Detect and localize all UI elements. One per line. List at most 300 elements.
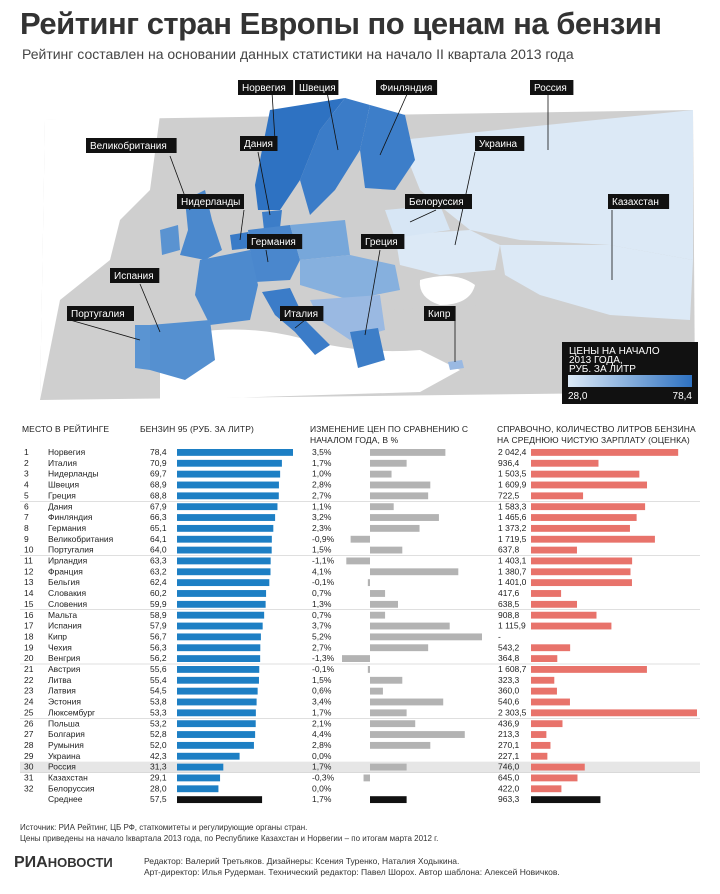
table-row xyxy=(24,480,647,490)
liters-value: 360,0 xyxy=(498,685,520,696)
price-value: 65,1 xyxy=(150,522,167,533)
price-value: 64,1 xyxy=(150,533,167,544)
rank-label: 31 xyxy=(24,772,34,783)
rank-label: 10 xyxy=(24,544,34,555)
change-value: -1,1% xyxy=(312,555,335,566)
table-row xyxy=(24,512,637,522)
rank-label: 15 xyxy=(24,598,34,609)
column-header-liters: СПРАВОЧНО, КОЛИЧЕСТВО ЛИТРОВ БЕНЗИНА НА СРЕДНЮЮ ЧИСТУЮ ЗАРПЛАТУ (ОЦЕНКА) xyxy=(497,424,696,445)
liters-value: 2 042,4 xyxy=(498,447,527,457)
liters-bar xyxy=(531,579,632,586)
price-value: 63,3 xyxy=(150,555,167,566)
map-label: Казахстан xyxy=(612,197,659,208)
liters-value: 1 609,9 xyxy=(498,479,527,490)
change-bar xyxy=(370,764,407,771)
price-bar xyxy=(177,612,264,619)
table-row xyxy=(24,642,570,652)
rank-label: 29 xyxy=(24,750,34,761)
table-row xyxy=(24,458,598,468)
change-bar xyxy=(370,699,443,706)
price-value: 29,1 xyxy=(150,772,167,783)
map-label: Швеция xyxy=(299,83,336,94)
table-row xyxy=(24,610,596,620)
footer-note: Цены приведены на начало Iквартала 2013 года, по Республике Казахстан и Норвегии – по итогам марта 2012 г. xyxy=(20,834,439,843)
change-bar xyxy=(370,601,398,608)
country-label: Португалия xyxy=(48,544,94,555)
country-label: Румыния xyxy=(48,739,84,750)
liters-bar xyxy=(531,764,585,771)
price-value: 57,9 xyxy=(150,620,167,631)
price-value: 60,2 xyxy=(150,588,167,599)
change-bar xyxy=(368,666,370,673)
table-row xyxy=(24,566,630,576)
price-bar xyxy=(177,688,258,695)
rank-label: 2 xyxy=(24,457,29,468)
column-header-price: БЕНЗИН 95 (РУБ. ЗА ЛИТР) xyxy=(140,424,254,434)
change-value: 4,4% xyxy=(312,729,332,740)
price-bar xyxy=(177,482,279,489)
price-value: 53,8 xyxy=(150,696,167,707)
change-value: 1,1% xyxy=(312,501,332,512)
change-value: 1,0% xyxy=(312,468,332,479)
price-value: 56,7 xyxy=(150,631,167,642)
change-bar xyxy=(370,449,445,456)
liters-bar xyxy=(531,720,562,727)
price-value: 52,8 xyxy=(150,729,167,740)
country-label: Мальта xyxy=(48,609,78,620)
liters-bar xyxy=(531,503,645,510)
country-label: Словения xyxy=(48,598,88,609)
change-bar xyxy=(342,655,370,662)
price-value: 69,7 xyxy=(150,468,167,479)
change-value: 2,3% xyxy=(312,522,332,533)
change-bar xyxy=(368,579,370,586)
price-value: 57,5 xyxy=(150,794,167,805)
footer-notes xyxy=(20,822,438,844)
change-value: 1,7% xyxy=(312,707,332,718)
liters-bar xyxy=(531,601,577,608)
price-bar xyxy=(177,655,260,662)
liters-bar xyxy=(531,666,647,673)
price-bar xyxy=(177,525,273,532)
liters-bar xyxy=(531,709,697,716)
change-value: 2,1% xyxy=(312,718,332,729)
liters-bar xyxy=(531,753,547,760)
change-bar xyxy=(370,709,407,716)
liters-value: 364,8 xyxy=(498,653,520,664)
liters-bar xyxy=(531,612,596,619)
country-label: Чехия xyxy=(48,642,72,653)
table-row xyxy=(48,794,600,804)
change-bar xyxy=(370,742,430,749)
liters-bar xyxy=(531,644,570,651)
price-bar xyxy=(177,536,272,543)
change-bar xyxy=(370,568,458,575)
table-row xyxy=(24,577,632,587)
price-bar xyxy=(177,547,272,554)
country-label: Россия xyxy=(48,761,76,772)
country-label: Бельгия xyxy=(48,577,80,588)
liters-value: 645,0 xyxy=(498,772,520,783)
highlight-row xyxy=(20,762,700,773)
table-row xyxy=(24,588,561,598)
price-value: 78,4 xyxy=(150,447,167,457)
table-row xyxy=(24,697,570,707)
rank-label: 26 xyxy=(24,718,34,729)
country-label: Нидерланды xyxy=(48,468,99,479)
liters-bar xyxy=(531,558,632,565)
change-value: 0,6% xyxy=(312,685,332,696)
rank-label: 25 xyxy=(24,707,34,718)
change-value: 3,4% xyxy=(312,696,332,707)
price-value: 64,0 xyxy=(150,544,167,555)
liters-value: 2 303,5 xyxy=(498,707,527,718)
change-value: -0,1% xyxy=(312,577,335,588)
country-label: Великобритания xyxy=(48,533,114,544)
credits xyxy=(144,856,560,878)
table-row xyxy=(24,664,647,674)
change-value: 1,5% xyxy=(312,544,332,555)
rank-label: 28 xyxy=(24,739,34,750)
change-value: 0,0% xyxy=(312,783,332,794)
change-value: 0,7% xyxy=(312,609,332,620)
price-bar xyxy=(177,677,259,684)
price-value: 68,8 xyxy=(150,490,167,501)
liters-value: 227,1 xyxy=(498,750,520,761)
change-bar xyxy=(370,796,407,803)
change-bar xyxy=(370,590,385,597)
change-bar xyxy=(370,677,402,684)
change-value: 3,7% xyxy=(312,620,332,631)
table-row xyxy=(24,686,557,696)
map-label: Дания xyxy=(244,139,273,150)
table-row xyxy=(24,501,645,511)
table-row xyxy=(24,718,562,728)
liters-value: 1 115,9 xyxy=(498,620,526,631)
rank-label: 12 xyxy=(24,566,34,577)
map-label: Украина xyxy=(479,139,518,150)
rank-label: 6 xyxy=(24,501,29,512)
table-row xyxy=(24,469,639,479)
liters-bar xyxy=(531,449,678,456)
map-label: Кипр xyxy=(428,309,451,320)
price-bar xyxy=(177,623,263,630)
table-row xyxy=(24,447,678,457)
liters-value: 213,3 xyxy=(498,729,520,740)
rank-label: 30 xyxy=(24,761,34,772)
rank-label: 1 xyxy=(24,447,29,457)
credits-line-1: Редактор: Валерий Третьяков. Дизайнеры: Ксения Туренко, Наталия Ходыкина. xyxy=(144,856,460,866)
rank-label: 16 xyxy=(24,609,34,620)
country-label: Польша xyxy=(48,718,80,729)
map-label: Норвегия xyxy=(242,83,286,94)
rank-label: 4 xyxy=(24,479,29,490)
change-value: 3,5% xyxy=(312,447,332,457)
country-label: Украина xyxy=(48,750,81,761)
price-value: 55,6 xyxy=(150,664,167,674)
table-row xyxy=(24,490,583,500)
table-row xyxy=(24,556,632,566)
liters-bar xyxy=(531,775,577,782)
country-label: Люксембург xyxy=(48,707,96,718)
liters-bar xyxy=(531,742,550,749)
price-value: 70,9 xyxy=(150,457,167,468)
liters-value: 1 401,0 xyxy=(498,577,527,588)
price-value: 55,4 xyxy=(150,674,167,685)
change-bar xyxy=(370,471,392,478)
liters-bar xyxy=(531,623,611,630)
change-bar xyxy=(370,633,482,640)
rank-label: 20 xyxy=(24,653,34,664)
price-value: 53,3 xyxy=(150,707,167,718)
liters-value: 638,5 xyxy=(498,598,520,609)
country-label: Казахстан xyxy=(48,772,88,783)
liters-bar xyxy=(531,699,570,706)
change-value: 1,3% xyxy=(312,598,332,609)
liters-bar xyxy=(531,460,598,467)
price-bar xyxy=(177,764,223,771)
country-label: Швеция xyxy=(48,479,80,490)
liters-value: 936,4 xyxy=(498,457,520,468)
price-bar xyxy=(177,633,261,640)
price-value: 56,3 xyxy=(150,642,167,653)
change-value: 3,2% xyxy=(312,512,332,523)
liters-bar xyxy=(531,547,577,554)
price-bar xyxy=(177,492,279,499)
change-bar xyxy=(346,558,370,565)
price-bar xyxy=(177,590,266,597)
logo-novosti: НОВОСТИ xyxy=(47,855,113,870)
price-value: 31,3 xyxy=(150,761,167,772)
country-label: Литва xyxy=(48,674,72,685)
column-header-rank: МЕСТО В РЕЙТИНГЕ xyxy=(22,424,110,434)
price-bar xyxy=(177,514,275,521)
change-value: -1,3% xyxy=(312,653,335,664)
country-label: Белоруссия xyxy=(48,783,95,794)
price-value: 63,2 xyxy=(150,566,167,577)
liters-value: 323,3 xyxy=(498,674,520,685)
country-label: Австрия xyxy=(48,664,81,674)
liters-value: 543,2 xyxy=(498,642,520,653)
price-bar xyxy=(177,449,293,456)
change-value: 2,7% xyxy=(312,642,332,653)
rank-label: 18 xyxy=(24,631,34,642)
rank-label: 23 xyxy=(24,685,34,696)
table-row xyxy=(24,773,577,783)
price-bar xyxy=(177,601,266,608)
table-row xyxy=(24,653,557,663)
table-row xyxy=(24,740,550,750)
liters-bar xyxy=(531,688,557,695)
rank-label: 24 xyxy=(24,696,34,707)
price-value: 42,3 xyxy=(150,750,167,761)
change-bar xyxy=(370,482,430,489)
country-label: Греция xyxy=(48,490,76,501)
page-title: Рейтинг стран Европы по ценам на бензин xyxy=(20,6,662,41)
rank-label: 32 xyxy=(24,783,34,794)
change-bar xyxy=(364,775,370,782)
liters-bar xyxy=(531,785,561,792)
liters-value: 1 503,5 xyxy=(498,468,527,479)
country-label: Франция xyxy=(48,566,83,577)
country-label: Норвегия xyxy=(48,447,86,457)
map-label: Италия xyxy=(284,309,319,320)
change-value: 0,7% xyxy=(312,588,332,599)
change-value: 2,8% xyxy=(312,479,332,490)
rank-label: 17 xyxy=(24,620,34,631)
liters-value: 746,0 xyxy=(498,761,520,772)
price-value: 28,0 xyxy=(150,783,167,794)
liters-value: 722,5 xyxy=(498,490,520,501)
change-bar xyxy=(370,514,439,521)
price-value: 59,9 xyxy=(150,598,167,609)
price-value: 53,2 xyxy=(150,718,167,729)
legend-max: 78,4 xyxy=(672,391,692,402)
change-value: 4,1% xyxy=(312,566,332,577)
change-bar xyxy=(370,547,402,554)
rank-label: 21 xyxy=(24,664,34,674)
country-label: Ирландия xyxy=(48,555,88,566)
country-label: Финляндия xyxy=(48,512,93,523)
price-bar xyxy=(177,568,271,575)
price-bar xyxy=(177,796,262,803)
liters-bar xyxy=(531,492,583,499)
country-label: Германия xyxy=(48,522,87,533)
table-row xyxy=(24,729,546,739)
liters-value: 540,6 xyxy=(498,696,520,707)
liters-value: 1 608,7 xyxy=(498,664,527,674)
price-value: 58,9 xyxy=(150,609,167,620)
liters-value: 963,3 xyxy=(498,794,520,805)
change-value: 1,7% xyxy=(312,457,332,468)
change-bar xyxy=(370,492,428,499)
liters-value: - xyxy=(498,631,501,642)
table-row xyxy=(24,599,577,609)
liters-bar xyxy=(531,514,637,521)
rank-label: 13 xyxy=(24,577,34,588)
change-value: -0,9% xyxy=(312,533,335,544)
table-row xyxy=(24,707,697,717)
liters-bar xyxy=(531,796,600,803)
map-label: Нидерланды xyxy=(181,197,241,208)
price-bar xyxy=(177,558,271,565)
liters-value: 270,1 xyxy=(498,739,520,750)
change-bar xyxy=(351,536,370,543)
rank-label: 27 xyxy=(24,729,34,740)
price-bar xyxy=(177,709,256,716)
country-label: Словакия xyxy=(48,588,87,599)
liters-bar xyxy=(531,525,630,532)
table-row xyxy=(24,751,547,761)
rank-label: 3 xyxy=(24,468,29,479)
price-bar xyxy=(177,471,280,478)
rank-label: 7 xyxy=(24,512,29,523)
liters-bar xyxy=(531,677,554,684)
country-label: Эстония xyxy=(48,696,81,707)
price-bar xyxy=(177,579,269,586)
change-value: 2,8% xyxy=(312,739,332,750)
credits-line-2: Арт-директор: Илья Рудерман. Технический редактор: Павел Шорох. Автор шаблона: Алексей Новичков. xyxy=(144,867,560,877)
ria-novosti-logo xyxy=(14,854,113,872)
table-row xyxy=(24,621,611,631)
country-label: Латвия xyxy=(48,685,76,696)
liters-value: 436,9 xyxy=(498,718,520,729)
liters-value: 1 719,5 xyxy=(498,533,527,544)
map-label: Белоруссия xyxy=(409,197,464,208)
change-value: 1,7% xyxy=(312,761,332,772)
liters-bar xyxy=(531,568,630,575)
country-label: Болгария xyxy=(48,729,85,740)
change-bar xyxy=(370,731,465,738)
change-bar xyxy=(370,503,394,510)
change-value: -0,1% xyxy=(312,664,335,674)
map-label: Финляндия xyxy=(380,83,433,94)
map-label: Испания xyxy=(114,271,154,282)
map-label: Россия xyxy=(534,83,567,94)
change-bar xyxy=(370,623,450,630)
liters-bar xyxy=(531,655,557,662)
change-bar xyxy=(370,612,385,619)
price-value: 67,9 xyxy=(150,501,167,512)
liters-value: 908,8 xyxy=(498,609,520,620)
rank-label: 11 xyxy=(24,555,33,566)
liters-bar xyxy=(531,590,561,597)
price-bar xyxy=(177,742,254,749)
price-bar xyxy=(177,753,240,760)
map-label: Португалия xyxy=(71,309,125,320)
price-value: 66,3 xyxy=(150,512,167,523)
rank-label: 8 xyxy=(24,522,29,533)
legend-title: ЦЕНЫ НА НАЧАЛО 2013 ГОДА, РУБ. ЗА ЛИТР xyxy=(569,346,660,375)
change-bar xyxy=(370,720,415,727)
country-label: Кипр xyxy=(48,631,68,642)
rank-label: 22 xyxy=(24,674,34,685)
price-bar xyxy=(177,775,220,782)
footer-source: Источник: РИА Рейтинг, ЦБ РФ, статкомитеты и регулирующие органы стран. xyxy=(20,823,308,832)
liters-value: 417,6 xyxy=(498,588,520,599)
table-row xyxy=(24,783,561,793)
liters-bar xyxy=(531,471,639,478)
price-bar xyxy=(177,644,260,651)
price-bar xyxy=(177,460,282,467)
country-label: Италия xyxy=(48,457,77,468)
price-value: 54,5 xyxy=(150,685,167,696)
table-row xyxy=(24,534,655,544)
liters-bar xyxy=(531,536,655,543)
country-label: Венгрия xyxy=(48,653,81,664)
liters-value: 1 465,6 xyxy=(498,512,527,523)
price-value: 56,2 xyxy=(150,653,167,664)
price-bar xyxy=(177,720,256,727)
change-bar xyxy=(370,644,428,651)
change-bar xyxy=(370,525,420,532)
table-row xyxy=(24,523,630,533)
liters-bar xyxy=(531,731,546,738)
map-label: Великобритания xyxy=(90,141,167,152)
change-value: 5,2% xyxy=(312,631,332,642)
column-header-change: ИЗМЕНЕНИЕ ЦЕН ПО СРАВНЕНИЮ С НАЧАЛОМ ГОДА, В % xyxy=(310,424,469,445)
table-row xyxy=(24,675,554,685)
logo-ria: РИА xyxy=(14,854,48,871)
change-value: 1,7% xyxy=(312,794,332,805)
table-row xyxy=(24,631,501,641)
rank-label: 14 xyxy=(24,588,34,599)
legend-min: 28,0 xyxy=(568,391,588,402)
price-bar xyxy=(177,731,255,738)
change-value: -0,3% xyxy=(312,772,335,783)
page-subtitle: Рейтинг составлен на основании данных статистики на начало II квартала 2013 года xyxy=(22,46,574,62)
price-bar xyxy=(177,699,257,706)
